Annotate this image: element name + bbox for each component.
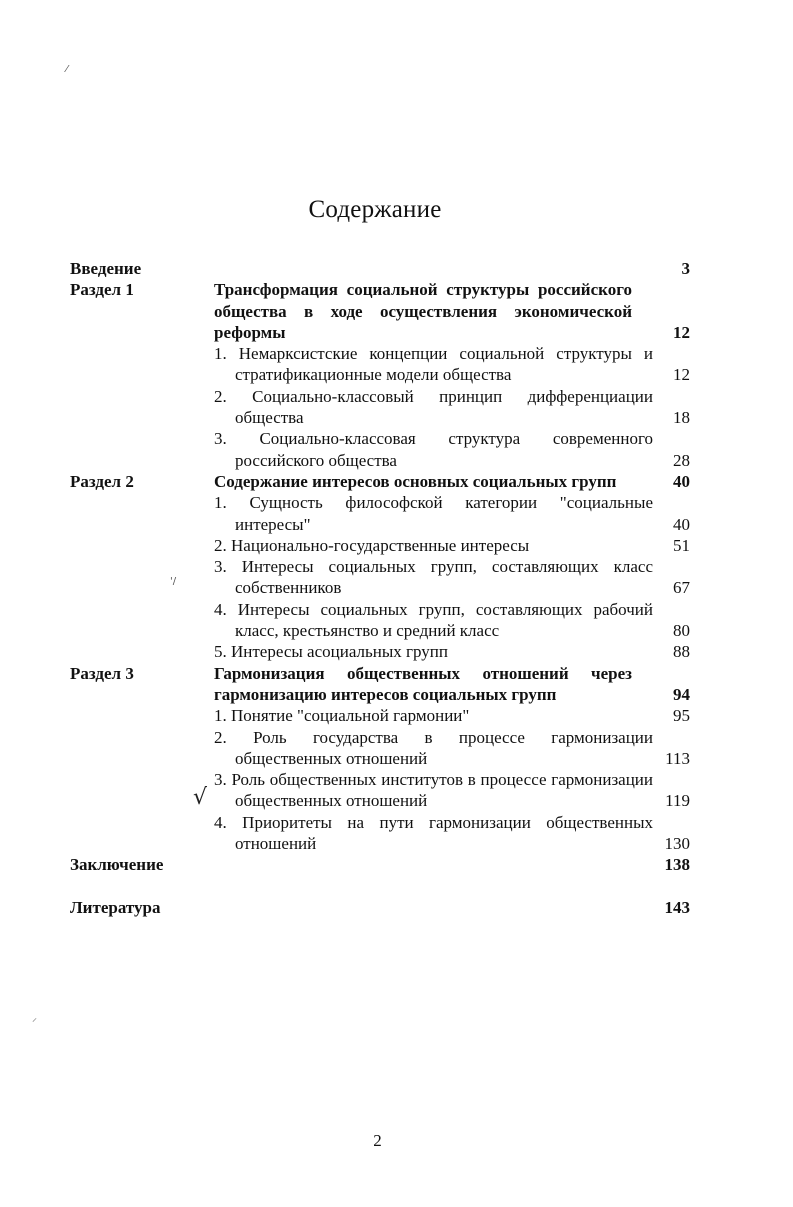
toc-entry (70, 897, 690, 918)
toc-entry-title: 3. Социально-классовая структура современного российского общества (214, 429, 653, 470)
toc-entry-title (214, 258, 632, 279)
toc-entry (70, 663, 690, 706)
toc-entry-page: 18 (673, 408, 690, 428)
toc-entry-page: 28 (673, 450, 690, 470)
toc-entry-title: 4. Интересы социальных групп, составляющих рабочий класс, крестьянство и средний класс (214, 599, 653, 641)
toc-entry (70, 492, 690, 535)
toc-entry (70, 727, 690, 770)
page-number: 2 (373, 1131, 382, 1150)
toc-entry (70, 705, 690, 726)
toc-entry-title: 1. Сущность философской категории "социальные интересы" (214, 493, 653, 534)
toc-entry-page: 130 (664, 834, 690, 854)
toc-entry-title: 5. Интересы асоциальных групп (214, 642, 448, 662)
toc-entry-page: 94 (673, 684, 690, 704)
toc-entry-page: 113 (665, 748, 690, 768)
toc-entry-label: Раздел 3 (70, 663, 134, 683)
toc-entry-title (214, 897, 632, 918)
toc-entry-label: Введение (70, 259, 142, 278)
toc-entry-title: Содержание интересов основных социальных групп (214, 471, 617, 491)
toc-entry-page: 88 (673, 642, 690, 662)
toc-entry-title: 3. Роль общественных институтов в процессе гармонизации общественных отношений (214, 770, 653, 811)
toc-entry-label: Заключение (70, 855, 164, 875)
toc-entry-page: 51 (673, 535, 690, 555)
toc-entry (70, 279, 690, 343)
toc-entry-page: 80 (673, 621, 690, 641)
pen-mark-icon: ⁄ (66, 64, 68, 75)
toc-entry-page: 40 (673, 514, 690, 534)
toc-entry (70, 854, 690, 875)
toc-entry-title: 4. Приоритеты на пути гармонизации общественных отношений (214, 812, 653, 854)
toc-entry-title: 3. Интересы социальных групп, составляющих класс собственников (214, 557, 653, 598)
toc-entry (70, 258, 690, 279)
toc-entry (70, 812, 690, 855)
toc-entry-page: 3 (681, 259, 690, 278)
checkmark-annotation-icon: √ (193, 785, 208, 810)
toc-entry (70, 343, 690, 386)
toc-entry-page: 119 (665, 791, 690, 811)
toc-entry-page: 143 (664, 897, 690, 917)
pen-mark-icon: '/ (170, 576, 177, 587)
toc-entry-label: Раздел 1 (70, 280, 134, 300)
toc-entry-label: Литература (70, 897, 161, 917)
toc-entry-label: Раздел 2 (70, 471, 134, 491)
toc-entry (70, 556, 690, 599)
toc-entry-title: Гармонизация общественных отношений через гармонизацию интересов социальных групп (214, 663, 632, 704)
toc-entry-title (214, 854, 632, 875)
toc-entry (70, 769, 690, 812)
toc-entry (70, 386, 690, 429)
toc-entry-title: 1. Немарксистские концепции социальной структуры и стратификационные модели общества (214, 344, 653, 385)
toc-entry (70, 428, 690, 471)
table-of-contents (70, 258, 690, 918)
toc-entry-page: 67 (673, 578, 690, 598)
toc-entry-page: 12 (673, 365, 690, 385)
toc-entry-page: 12 (673, 322, 690, 342)
toc-entry (70, 641, 690, 662)
toc-entry-title: 2. Национально-государственные интересы (214, 535, 530, 555)
toc-entry-page: 138 (664, 855, 690, 875)
toc-entry-page: 95 (673, 706, 690, 726)
pen-mark-icon: ⸝ (32, 1013, 37, 1024)
toc-entry (70, 535, 690, 556)
toc-entry (70, 471, 690, 492)
page-title: Содержание (308, 196, 442, 223)
toc-entry-title: 2. Роль государства в процессе гармонизации общественных отношений (214, 727, 653, 768)
toc-entry-title: 1. Понятие "социальной гармонии" (214, 706, 470, 726)
toc-entry (70, 599, 690, 642)
toc-entry-title: Трансформация социальной структуры российского общества в ходе осуществления экономической реформы (214, 280, 632, 342)
toc-entry-page: 40 (673, 471, 690, 491)
toc-entry-title: 2. Социально-классовый принцип дифференциации общества (214, 386, 653, 428)
